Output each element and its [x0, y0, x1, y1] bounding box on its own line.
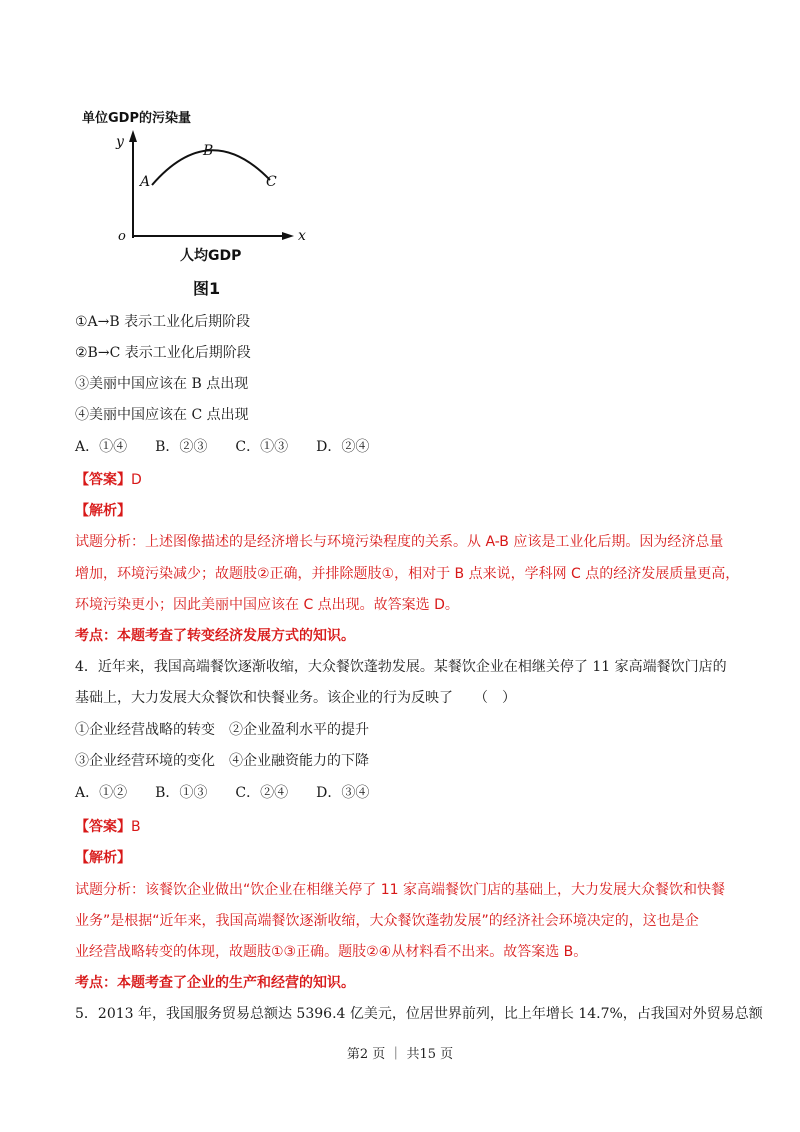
q4-choices: A．①② B．①③ C．②④ D．③④: [75, 785, 370, 801]
q4-options-row-2: ③企业经营环境的变化 ④企业融资能力的下降: [75, 753, 369, 769]
q4-knowledge-point: 考点：本题考查了企业的生产和经营的知识。: [75, 975, 355, 991]
q4-answer-tag: 【答案】: [75, 819, 131, 835]
point-b-label: B: [203, 143, 214, 159]
q4-analysis-line-2: 业务”是根据“近年来，我国高端餐饮逐渐收缩，大众餐饮蓬勃发展”的经济社会环境决定的，这也是企: [75, 913, 699, 929]
page-footer: 第2 页 ｜ 共15 页: [346, 1047, 454, 1062]
q3-analysis-line-1: 试题分析：上述图像描述的是经济增长与环境污染程度的关系。从 A-B 应该是工业化后期。因为经济总量: [75, 534, 724, 550]
q3-analysis-line-2: 增加，环境污染减少；故题肢②正确，并排除题肢①，相对于 B 点来说，学科网 C 点的经济发展质量更高，: [75, 566, 740, 582]
q3-analysis-tag: 【解析】: [75, 503, 131, 519]
q3-choices: A．①④ B．②③ C．①③ D．②④: [75, 439, 370, 455]
q4-analysis-line-1: 试题分析：该餐饮企业做出“饮企业在相继关停了 11 家高端餐饮门店的基础上，大力发展大众餐饮和快餐: [75, 882, 725, 898]
y-axis-arrow: [129, 130, 137, 142]
q3-answer-value: D: [131, 472, 142, 488]
y-axis-letter: y: [116, 134, 124, 150]
x-axis-label: 人均GDP: [180, 248, 242, 264]
q3-answer-tag: 【答案】: [75, 472, 131, 488]
q4-stem-line-2: 基础上，大力发展大众餐饮和快餐业务。该企业的行为反映了 （ ）: [75, 690, 516, 706]
q3-knowledge-point: 考点：本题考查了转变经济发展方式的知识。: [75, 628, 355, 644]
q3-option-2: ②B→C 表示工业化后期阶段: [75, 345, 251, 361]
q4-options-row-1: ①企业经营战略的转变 ②企业盈利水平的提升: [75, 722, 369, 738]
q4-answer-value: B: [131, 819, 141, 835]
q4-analysis-tag: 【解析】: [75, 850, 131, 866]
x-axis-letter: x: [298, 228, 306, 244]
q4-answer-line: [75, 816, 141, 838]
q4-analysis-line-3: 业经营战略转变的体现，故题肢①③正确。题肢②④从材料看不出来。故答案选 B。: [75, 944, 588, 960]
q3-option-4: ④美丽中国应该在 C 点出现: [75, 407, 249, 423]
q3-option-3: ③美丽中国应该在 B 点出现: [75, 376, 249, 392]
curve-chart: [80, 100, 310, 300]
x-axis-arrow: [282, 232, 294, 240]
figure-ylabel: 单位GDP的污染量: [82, 111, 191, 126]
point-c-label: C: [266, 174, 277, 190]
origin-label: o: [118, 229, 126, 244]
q4-stem-line-1: 4．近年来，我国高端餐饮逐渐收缩，大众餐饮蓬勃发展。某餐饮企业在相继关停了 11 家高端餐饮门店的: [75, 659, 727, 675]
figure-caption: 图1: [193, 279, 221, 298]
q5-stem-line-1: 5．2013 年，我国服务贸易总额达 5396.4 亿美元，位居世界前列，比上年增长 14.7%，占我国对外贸易总额: [75, 1006, 763, 1022]
point-a-label: A: [140, 174, 151, 190]
pollution-gdp-figure: [80, 100, 310, 300]
q3-option-1: ①A→B 表示工业化后期阶段: [75, 314, 251, 330]
q3-answer-line: [75, 469, 142, 491]
q3-analysis-line-3: 环境污染更小；因此美丽中国应该在 C 点出现。故答案选 D。: [75, 597, 459, 613]
